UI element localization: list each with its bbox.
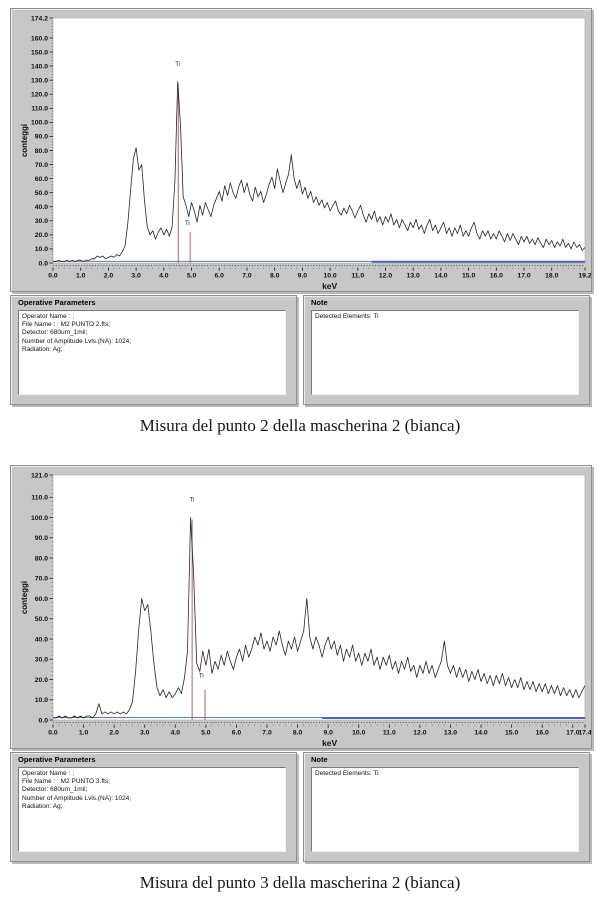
y-tick-label: 120.0: [30, 91, 48, 99]
peak-label: Ti: [175, 62, 181, 69]
x-tick-label: 16.0: [535, 729, 549, 737]
figure-1: [10, 8, 592, 436]
x-tick-label: 2.0: [109, 729, 119, 737]
x-tick-label: 15.0: [505, 729, 519, 737]
x-tick-label: 9.0: [323, 729, 333, 737]
x-tick-label: 17.4: [578, 729, 591, 737]
y-tick-label: 10.0: [34, 697, 48, 705]
y-tick-label: 90.0: [34, 535, 48, 543]
y-tick-label: 121.0: [30, 472, 48, 480]
y-tick-label: 140.0: [30, 63, 48, 71]
note-panel-2: [303, 752, 590, 862]
x-tick-label: 19.2: [578, 272, 591, 280]
figure-caption-1: Misura del punto 2 della mascherina 2 (bianca): [139, 416, 461, 435]
spectrum-chart-1: [11, 9, 591, 290]
spectrum-window-1: [10, 8, 592, 292]
parameter-line: Radiation: Ag;: [22, 345, 63, 353]
x-tick-label: 9.0: [297, 272, 308, 280]
parameter-line: Radiation: Ag;: [22, 802, 63, 810]
parameter-line: Number of Amplitude Lvls.(NA): 1024;: [22, 794, 132, 802]
y-tick-label: 60.0: [34, 175, 48, 183]
y-tick-label: 174.2: [30, 15, 48, 23]
y-tick-label: 20.0: [34, 232, 48, 240]
y-tick-label: 30.0: [34, 218, 48, 226]
x-axis-title: keV: [322, 738, 338, 747]
x-tick-label: 13.0: [443, 729, 458, 737]
operative-parameters-textbox: [18, 767, 286, 852]
x-tick-label: 18.0: [545, 272, 559, 280]
x-tick-label: 13.0: [406, 272, 420, 280]
y-tick-label: 100.0: [30, 514, 48, 522]
y-tick-label: 90.0: [34, 133, 48, 141]
y-tick-label: 30.0: [34, 656, 48, 664]
peak-label: Ti: [184, 221, 190, 228]
x-tick-label: 7.0: [242, 272, 252, 280]
parameter-panels-2: [10, 752, 592, 862]
x-tick-label: 12.0: [378, 272, 393, 280]
operative-parameters-title: Operative Parameters: [18, 755, 96, 764]
parameter-line: Operator Name : ;: [22, 313, 75, 320]
y-tick-label: 40.0: [34, 204, 48, 212]
x-tick-label: 11.0: [351, 272, 365, 280]
spectrum-window-2: [10, 465, 592, 749]
note-textbox: [311, 310, 579, 395]
note-line: Detected Elements: Ti: [315, 770, 379, 777]
y-tick-label: 0.0: [38, 717, 48, 725]
spectrum-chart-2: [11, 466, 591, 747]
x-tick-label: 14.0: [434, 272, 448, 280]
x-tick-label: 4.0: [170, 729, 181, 737]
y-tick-label: 0.0: [38, 260, 48, 268]
peak-label: Ti: [189, 497, 195, 504]
x-tick-label: 12.0: [413, 729, 427, 737]
x-tick-label: 2.0: [103, 272, 114, 280]
parameter-line: Number of Amplitude Lvls.(NA): 1024;: [22, 337, 132, 345]
x-tick-label: 1.0: [75, 272, 86, 280]
x-tick-label: 11.0: [382, 729, 396, 737]
note-panel-1: [303, 295, 590, 405]
y-tick-label: 20.0: [34, 676, 48, 684]
y-tick-label: 50.0: [34, 616, 48, 624]
y-tick-label: 70.0: [34, 575, 48, 583]
y-tick-label: 60.0: [34, 595, 48, 603]
x-tick-label: 16.0: [489, 272, 503, 280]
parameter-line: Detector: 680um_1mil;: [22, 786, 88, 794]
chart-svg: [11, 466, 591, 747]
x-tick-label: 8.0: [269, 272, 280, 280]
operative-parameters-title: Operative Parameters: [18, 298, 96, 307]
y-axis-title: conteggi: [20, 123, 29, 158]
y-tick-label: 40.0: [34, 636, 48, 644]
operative-parameters-panel-2: [10, 752, 297, 862]
x-tick-label: 17.0: [517, 272, 531, 280]
parameter-line: File Name : : M2 PUNTO 2.fts;: [22, 321, 111, 329]
x-tick-label: 7.0: [262, 729, 272, 737]
x-tick-label: 6.0: [214, 272, 224, 280]
y-tick-label: 110.0: [31, 494, 48, 502]
x-tick-label: 3.0: [131, 272, 141, 280]
x-tick-label: 0.0: [48, 272, 58, 280]
x-tick-label: 15.0: [462, 272, 476, 280]
y-tick-label: 10.0: [34, 246, 48, 254]
x-tick-label: 1.0: [78, 729, 89, 737]
note-textbox: [311, 767, 579, 852]
x-tick-label: 10.0: [352, 729, 366, 737]
parameter-panels-1: [10, 295, 592, 405]
note-line: Detected Elements: Ti: [315, 313, 379, 320]
note-title: Note: [311, 755, 328, 764]
x-tick-label: 14.0: [474, 729, 488, 737]
x-tick-label: 10.0: [323, 272, 337, 280]
operative-parameters-panel-1: [10, 295, 297, 405]
x-tick-label: 17.0: [566, 729, 580, 737]
parameter-line: File Name : : M2 PUNTO 3.fts;: [22, 778, 111, 786]
operative-parameters-textbox: [18, 310, 286, 395]
x-tick-label: 5.0: [201, 729, 211, 737]
y-tick-label: 150.0: [30, 49, 48, 57]
figure-caption-2: Misura del punto 3 della mascherina 2 (bianca): [139, 873, 461, 892]
y-tick-label: 160.0: [30, 35, 48, 43]
parameter-line: Operator Name : ;: [22, 770, 75, 777]
y-tick-label: 130.0: [30, 77, 48, 85]
y-tick-label: 100.0: [30, 119, 48, 127]
peak-label: Ti: [198, 673, 204, 680]
x-tick-label: 4.0: [159, 272, 169, 280]
x-tick-label: 6.0: [231, 729, 242, 737]
y-axis-title: conteggi: [20, 580, 29, 615]
y-tick-label: 110.0: [31, 105, 48, 113]
y-tick-label: 50.0: [34, 189, 48, 197]
note-title: Note: [311, 298, 328, 307]
x-axis-title: keV: [322, 281, 338, 290]
y-tick-label: 80.0: [34, 555, 48, 563]
figure-2: [10, 465, 592, 893]
x-tick-label: 5.0: [186, 272, 197, 280]
plot-area: [53, 18, 585, 263]
x-tick-label: 8.0: [292, 729, 303, 737]
y-tick-label: 80.0: [34, 147, 48, 155]
parameter-line: Detector: 680um_1mil;: [22, 329, 88, 337]
x-tick-label: 0.0: [48, 729, 58, 737]
chart-svg: [11, 9, 591, 290]
y-tick-label: 70.0: [34, 161, 48, 169]
x-tick-label: 3.0: [139, 729, 150, 737]
